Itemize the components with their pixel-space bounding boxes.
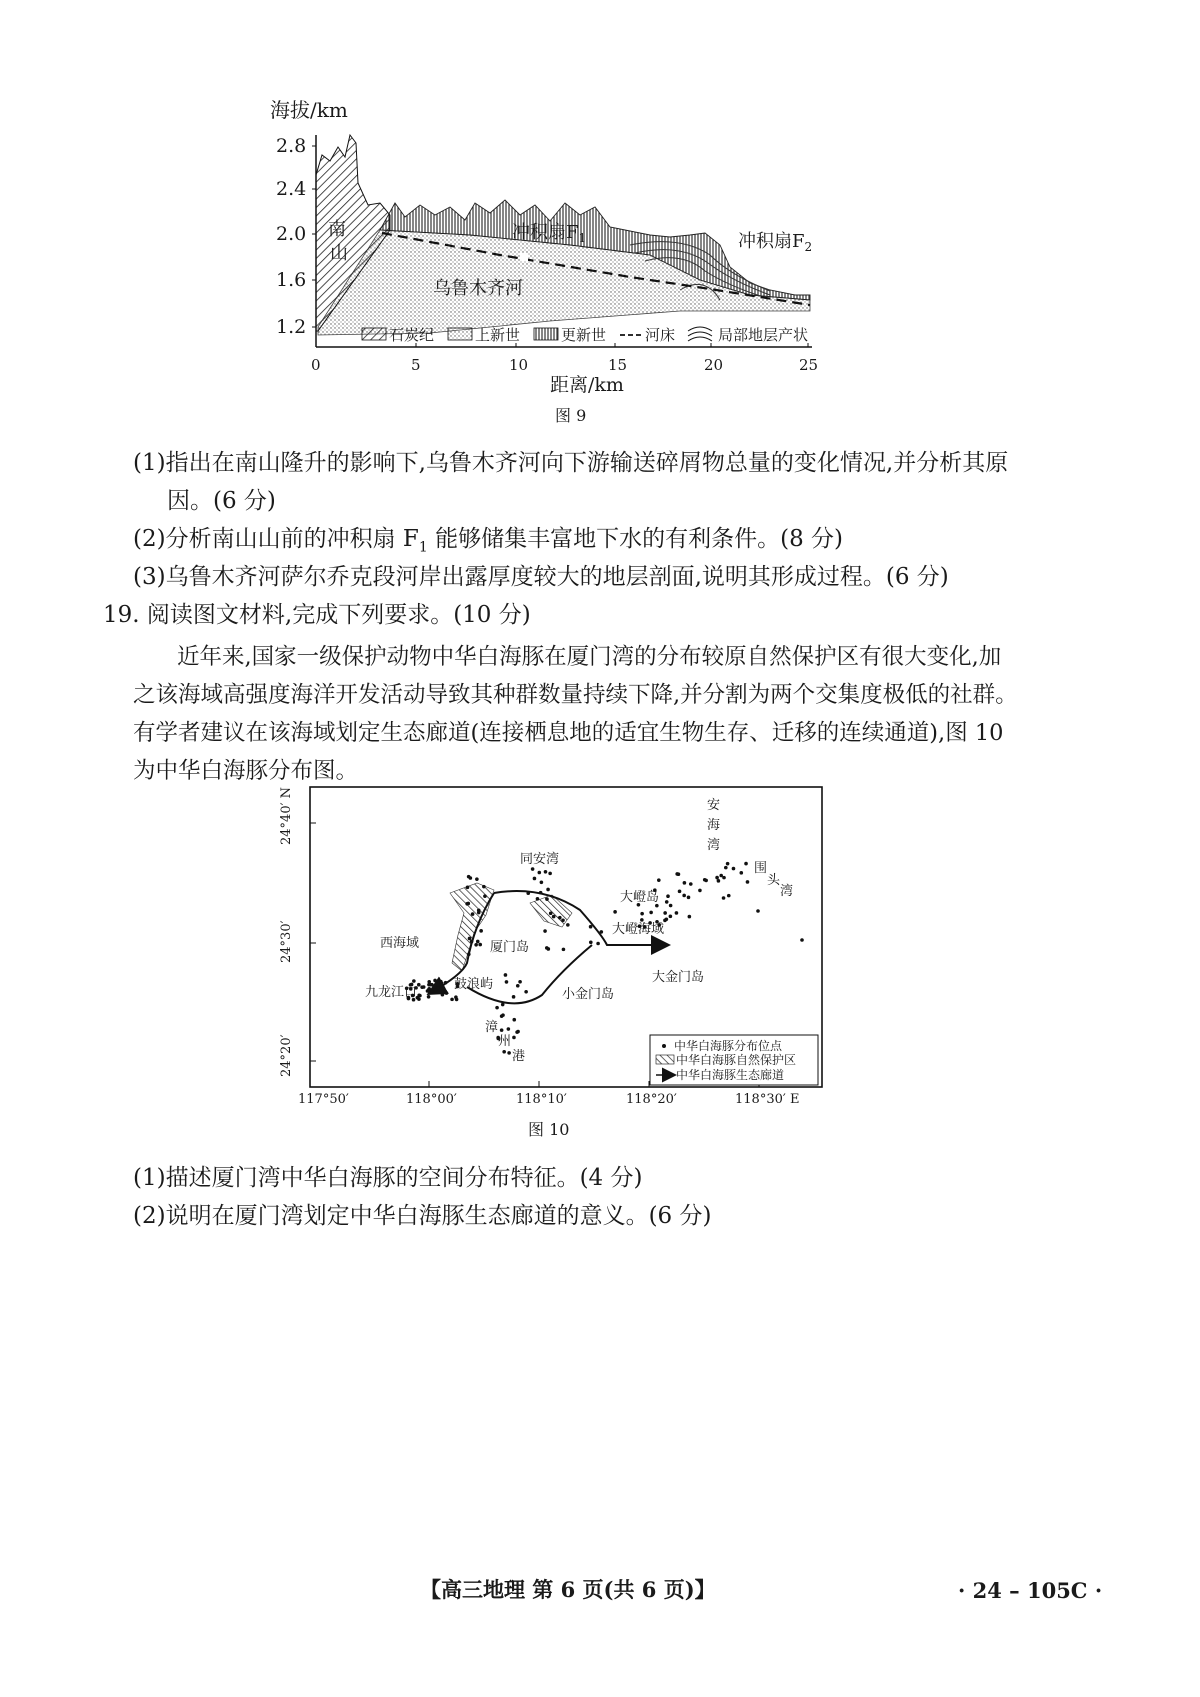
dolphin-point bbox=[512, 1036, 516, 1040]
dolphin-point bbox=[440, 984, 444, 988]
dolphin-point bbox=[412, 979, 416, 983]
dolphin-point bbox=[516, 984, 520, 988]
dolphin-point bbox=[479, 929, 483, 933]
dolphin-point bbox=[715, 876, 719, 880]
q18-part1-line1: (1)指出在南山隆升的影响下,乌鲁木齐河向下游输送碎屑物总量的变化情况,并分析其原 bbox=[133, 450, 1009, 476]
q19-para-line: 近年来,国家一级保护动物中华白海豚在厦门湾的分布较原自然保护区有很大变化,加 bbox=[177, 644, 1002, 670]
dolphin-point bbox=[454, 995, 458, 999]
dolphin-point bbox=[663, 911, 667, 915]
dolphin-point bbox=[417, 994, 421, 998]
dolphin-point bbox=[512, 995, 516, 999]
dolphin-point bbox=[589, 940, 593, 944]
dolphin-point bbox=[666, 894, 670, 898]
dolphin-point bbox=[756, 909, 760, 913]
place-anhai: 海 bbox=[707, 818, 721, 833]
x-tick-label: 5 bbox=[411, 356, 421, 374]
dolphin-point bbox=[539, 891, 543, 895]
dolphin-point bbox=[427, 987, 431, 991]
dolphin-point bbox=[467, 875, 471, 879]
protected-area bbox=[450, 883, 494, 971]
dolphin-point bbox=[507, 1027, 511, 1031]
dolphin-point bbox=[476, 940, 480, 944]
dolphin-point bbox=[682, 894, 686, 898]
y-tick-label: 1.2 bbox=[276, 316, 307, 338]
dolphin-point bbox=[744, 862, 748, 866]
dolphin-point bbox=[477, 911, 481, 915]
legend-label: 中华白海豚分布位点 bbox=[674, 1039, 783, 1053]
dolphin-point bbox=[507, 1051, 511, 1055]
dolphin-point bbox=[417, 997, 421, 1001]
dolphin-point bbox=[665, 900, 669, 904]
place-anhai: 安 bbox=[707, 798, 721, 813]
dolphin-point bbox=[717, 879, 721, 883]
dolphin-point bbox=[444, 991, 448, 995]
dolphin-point bbox=[475, 877, 479, 881]
dolphin-point bbox=[589, 925, 593, 929]
dolphin-point bbox=[746, 880, 750, 884]
q18-part1-line2: 因。(6 分) bbox=[167, 488, 276, 514]
dolphin-point bbox=[524, 990, 528, 994]
dolphin-point bbox=[468, 937, 472, 941]
place-zhangzhou: 港 bbox=[512, 1049, 526, 1064]
dolphin-point bbox=[531, 867, 535, 871]
dolphin-point bbox=[505, 980, 509, 984]
y-tick-label: 1.6 bbox=[276, 269, 307, 291]
legend-label: 中华白海豚自然保护区 bbox=[676, 1053, 797, 1067]
dolphin-point bbox=[649, 911, 653, 915]
dolphin-point bbox=[558, 916, 562, 920]
q19-para-line: 为中华白海豚分布图。 bbox=[133, 758, 359, 784]
dolphin-point bbox=[537, 871, 541, 875]
q18-part2 bbox=[133, 522, 843, 565]
dolphin-point bbox=[562, 948, 566, 952]
place-tongan: 同安湾 bbox=[520, 852, 560, 867]
place-xihai: 西海域 bbox=[380, 936, 420, 951]
river-label: 乌鲁木齐河 bbox=[433, 278, 523, 299]
y-axis-label: 海拔/km bbox=[270, 98, 348, 122]
dolphin-point bbox=[436, 986, 440, 990]
q19-part2: (2)说明在厦门湾划定中华白海豚生态廊道的意义。(6 分) bbox=[133, 1203, 712, 1229]
dolphin-point bbox=[420, 985, 424, 989]
dolphin-point bbox=[502, 1050, 506, 1054]
nanshan-label: 山 bbox=[330, 243, 348, 264]
dolphin-point bbox=[433, 985, 437, 989]
dolphin-point bbox=[739, 871, 743, 875]
dolphin-point bbox=[698, 889, 702, 893]
lon-tick-label: 118°20′ bbox=[626, 1092, 677, 1107]
place-gulangyu: 鼓浪屿 bbox=[454, 977, 494, 992]
figure-10-map bbox=[262, 785, 832, 1115]
figure-9-caption: 图 9 bbox=[555, 406, 587, 425]
lon-tick-label: 118°10′ bbox=[516, 1092, 567, 1107]
q19-title: 19. 阅读图文材料,完成下列要求。(10 分) bbox=[103, 602, 531, 628]
dolphin-point bbox=[687, 896, 691, 900]
dolphin-point bbox=[600, 930, 604, 934]
dolphin-point bbox=[512, 1018, 516, 1022]
dolphin-point bbox=[561, 918, 565, 922]
fig10-legend bbox=[650, 1035, 818, 1085]
dolphin-point bbox=[540, 880, 544, 884]
y-tick-label: 2.8 bbox=[276, 135, 307, 157]
dolphin-point bbox=[546, 888, 550, 892]
dolphin-point bbox=[727, 894, 731, 898]
x-tick-label: 0 bbox=[311, 356, 321, 374]
dolphin-point bbox=[471, 912, 475, 916]
place-dadeng-island: 大嶝岛 bbox=[620, 890, 660, 905]
dolphin-point bbox=[669, 915, 673, 919]
place-weitou: 头 bbox=[767, 873, 781, 888]
dolphin-point bbox=[800, 938, 804, 942]
dolphin-point bbox=[533, 877, 537, 881]
footer-right: · 24 – 105C · bbox=[958, 1578, 1103, 1603]
dolphin-point bbox=[544, 870, 548, 874]
dolphin-point bbox=[478, 943, 482, 947]
place-jiulong: 九龙江口 bbox=[365, 985, 418, 1000]
dolphin-point bbox=[657, 878, 661, 882]
y-ticks bbox=[276, 135, 316, 338]
place-zhangzhou: 州 bbox=[498, 1034, 512, 1049]
place-xiamen: 厦门岛 bbox=[490, 940, 530, 955]
place-dadeng-sea: 大嶝海域 bbox=[612, 922, 665, 937]
place-names bbox=[365, 797, 793, 1064]
dolphin-point bbox=[483, 894, 487, 898]
dolphin-point bbox=[470, 940, 474, 944]
x-tick-label: 15 bbox=[608, 356, 628, 374]
legend-label: 更新世 bbox=[561, 326, 607, 344]
q19-paragraph bbox=[133, 638, 1018, 790]
q19-part1: (1)描述厦门湾中华白海豚的空间分布特征。(4 分) bbox=[133, 1165, 643, 1191]
dolphin-point bbox=[552, 915, 556, 919]
dolphin-point bbox=[547, 947, 551, 951]
y-tick-label: 2.0 bbox=[276, 223, 307, 245]
dolphin-point bbox=[450, 998, 454, 1002]
dolphin-point bbox=[543, 929, 547, 933]
fan-f2-label: 冲积扇$F_2$ bbox=[738, 231, 813, 254]
legend-label: 上新世 bbox=[475, 326, 521, 344]
place-weitou: 围 bbox=[754, 861, 768, 876]
place-xiaojinmen: 小金门岛 bbox=[562, 987, 615, 1002]
dolphin-point bbox=[501, 1013, 505, 1017]
lat-tick-label: 24°30′ bbox=[279, 920, 294, 963]
dolphin-point bbox=[613, 910, 617, 914]
legend-label: 河床 bbox=[645, 326, 676, 344]
dolphin-point bbox=[683, 881, 687, 885]
dolphin-point bbox=[526, 891, 530, 895]
lat-tick-label: 24°20′ bbox=[279, 1034, 294, 1077]
dolphin-point bbox=[596, 942, 600, 946]
dolphin-point bbox=[518, 980, 522, 984]
nanshan-label: 南 bbox=[328, 219, 346, 240]
q19-para-line: 之该海域高强度海洋开发活动导致其种群数量持续下降,并分割为两个交集度极低的社群。 bbox=[133, 682, 1018, 708]
x-axis-label: 距离/km bbox=[550, 374, 624, 396]
dolphin-point bbox=[441, 993, 445, 997]
dolphin-point bbox=[482, 885, 486, 889]
q19-para-line: 有学者建议在该海域划定生态廊道(连接栖息地的适宜生物生存、迁移的连续通道),图 10 bbox=[133, 720, 1004, 746]
dolphin-point bbox=[433, 979, 437, 983]
dolphin-point bbox=[689, 882, 693, 886]
figure-9-profile bbox=[250, 95, 900, 405]
y-tick-label: 2.4 bbox=[276, 178, 307, 200]
dolphin-point bbox=[548, 872, 552, 876]
dolphin-point bbox=[536, 897, 540, 901]
dolphin-point bbox=[466, 902, 470, 906]
q18-part2-sub: 1 bbox=[418, 539, 428, 556]
q18-part2-text-a: (2)分析南山山前的冲积扇 F bbox=[133, 526, 419, 552]
place-weitou: 湾 bbox=[780, 884, 794, 899]
lon-tick-label: 118°00′ bbox=[406, 1092, 457, 1107]
dolphin-point bbox=[516, 1030, 520, 1034]
dolphin-point bbox=[467, 952, 471, 956]
dolphin-point bbox=[545, 897, 549, 901]
q18-part2-text-b: 能够储集丰富地下水的有利条件。(8 分) bbox=[427, 526, 843, 552]
dolphin-point bbox=[675, 911, 679, 915]
dolphin-point bbox=[678, 890, 682, 894]
dolphin-point bbox=[640, 912, 644, 916]
lat-tick-label: 24°40′ N bbox=[279, 786, 294, 845]
x-tick-label: 25 bbox=[799, 356, 819, 374]
dolphin-point bbox=[726, 862, 730, 866]
footer-center: 【高三地理 第 6 页(共 6 页)】 bbox=[420, 1577, 716, 1602]
dolphin-point bbox=[417, 983, 421, 987]
place-dajinmen: 大金门岛 bbox=[652, 970, 705, 985]
place-zhangzhou: 漳 bbox=[485, 1020, 499, 1035]
dolphin-point bbox=[669, 904, 673, 908]
dolphin-point bbox=[549, 911, 553, 915]
dolphin-point bbox=[474, 943, 478, 947]
fig9-legend bbox=[362, 326, 808, 344]
dolphin-point bbox=[704, 879, 708, 883]
lon-tick-label: 117°50′ bbox=[298, 1092, 349, 1107]
x-tick-label: 10 bbox=[509, 356, 529, 374]
dolphin-point bbox=[427, 995, 431, 999]
dolphin-point bbox=[722, 896, 726, 900]
fan-f1-label: 冲积扇$F_1$ bbox=[512, 222, 587, 245]
x-tick-label: 20 bbox=[704, 356, 724, 374]
dolphin-point bbox=[688, 915, 692, 919]
dolphin-point bbox=[444, 981, 448, 985]
dolphin-point bbox=[732, 867, 736, 871]
lon-tick-label: 118°30′ E bbox=[735, 1092, 800, 1107]
dolphin-point bbox=[566, 923, 570, 927]
white-mark bbox=[520, 253, 528, 261]
dolphin-point bbox=[504, 973, 508, 977]
legend-label: 石炭纪 bbox=[389, 326, 435, 344]
dolphin-point bbox=[677, 872, 681, 876]
dolphin-point bbox=[724, 866, 728, 870]
legend-label: 局部地层产状 bbox=[718, 326, 809, 344]
legend-label: 中华白海豚生态廊道 bbox=[676, 1068, 785, 1082]
dolphin-point bbox=[501, 1003, 505, 1007]
dolphin-point bbox=[719, 874, 723, 878]
figure-10-caption: 图 10 bbox=[528, 1120, 570, 1139]
place-anhai: 湾 bbox=[707, 838, 721, 853]
dolphin-point bbox=[500, 1028, 504, 1032]
q18-part3: (3)乌鲁木齐河萨尔乔克段河岸出露厚度较大的地层剖面,说明其形成过程。(6 分) bbox=[133, 564, 949, 590]
dolphin-point bbox=[495, 1006, 499, 1010]
dolphin-point bbox=[466, 886, 470, 890]
dolphin-point bbox=[427, 980, 431, 984]
